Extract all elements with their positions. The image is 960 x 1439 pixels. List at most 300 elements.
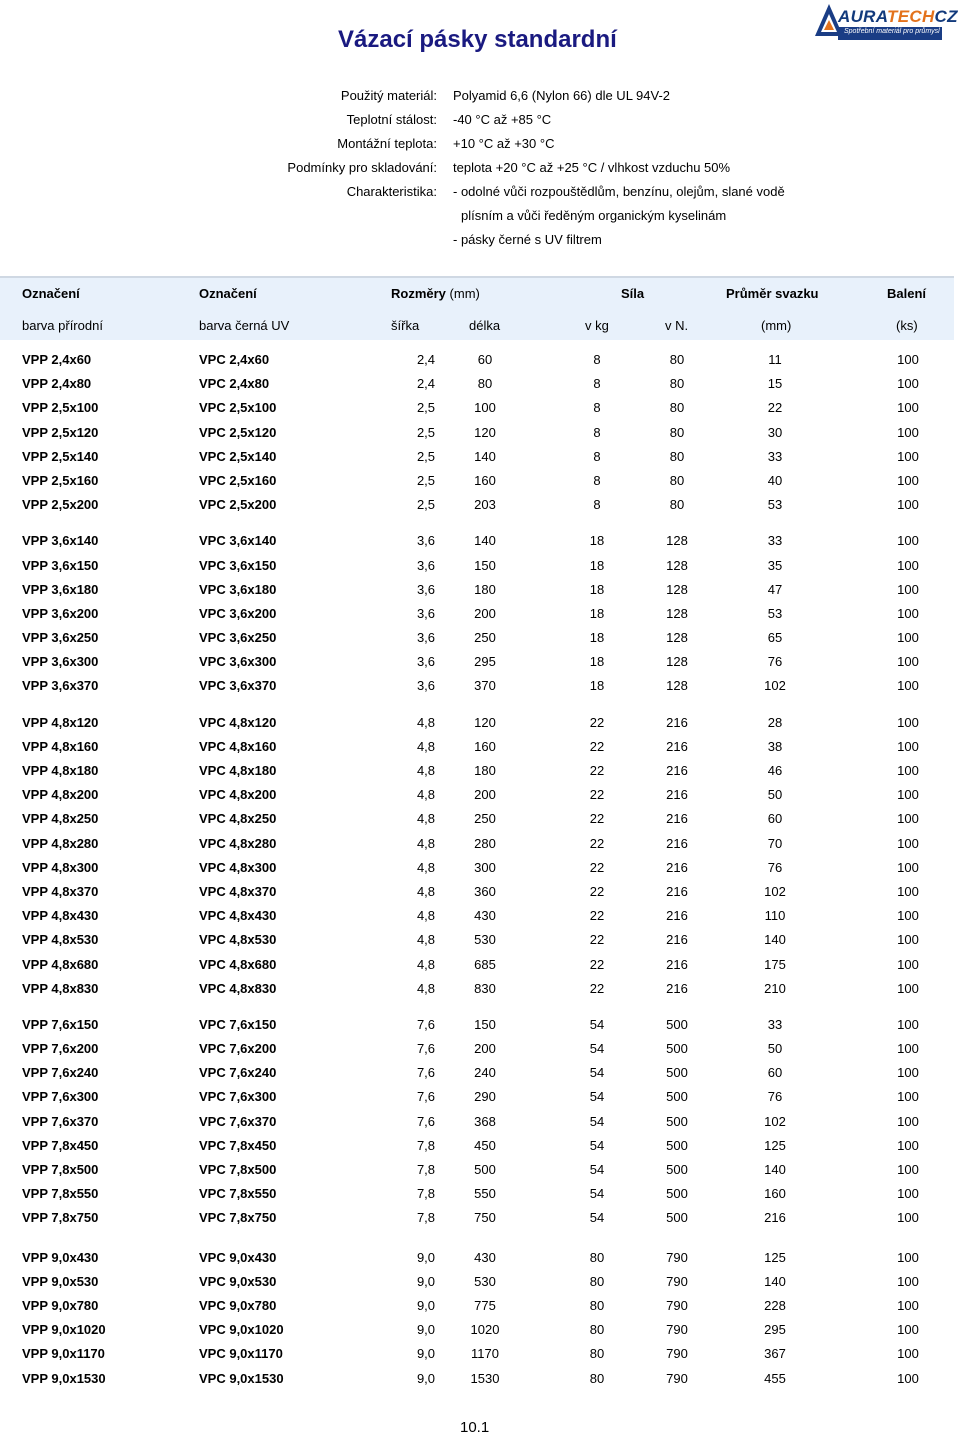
force-kg-cell: 22 <box>589 763 605 778</box>
bundle-diameter-cell: 50 <box>767 787 783 803</box>
packaging-cell: 100 <box>897 424 919 440</box>
force-n-cell: 500 <box>666 1162 688 1177</box>
header-color-black: barva černá UV <box>199 318 290 333</box>
force-kg-cell: 22 <box>589 932 605 948</box>
table-row <box>0 376 960 400</box>
designation-black-cell: VPC 4,8x200 <box>199 787 277 803</box>
designation-black-cell: VPC 9,0x1530 <box>199 1370 284 1386</box>
width-cell: 7,8 <box>416 1162 436 1177</box>
designation-black-cell: VPC 3,6x250 <box>199 630 277 646</box>
designation-black-cell: VPC 4,8x120 <box>199 714 277 730</box>
force-n-cell: 80 <box>669 376 685 392</box>
designation-natural-cell: VPP 4,8x280 <box>22 835 99 851</box>
force-n-cell: 790 <box>666 1297 688 1313</box>
force-kg-cell: 80 <box>589 1273 605 1289</box>
designation-natural-cell: VPP 3,6x300 <box>22 654 99 670</box>
designation-black-cell: VPC 2,5x160 <box>199 472 277 488</box>
bundle-diameter-cell: 53 <box>767 497 783 513</box>
force-kg-cell: 18 <box>589 654 605 670</box>
length-cell: 160 <box>474 472 496 488</box>
packaging-cell: 100 <box>897 787 919 803</box>
bundle-diameter-cell: 175 <box>764 956 786 972</box>
force-kg-cell: 54 <box>589 1041 605 1057</box>
designation-natural-cell: VPP 7,6x200 <box>22 1041 99 1057</box>
header-designation-natural: Označení <box>22 286 80 301</box>
length-cell: 160 <box>474 738 496 754</box>
force-kg-cell: 8 <box>593 352 601 367</box>
force-n-cell: 80 <box>669 497 685 513</box>
designation-black-cell: VPC 7,8x500 <box>199 1162 277 1177</box>
bundle-diameter-cell: 140 <box>764 1273 786 1289</box>
designation-natural-cell: VPP 4,8x430 <box>22 908 99 924</box>
header-dimensions-unit: (mm) <box>449 286 480 301</box>
force-n-cell: 790 <box>666 1346 688 1362</box>
designation-natural-cell: VPP 7,8x550 <box>22 1186 99 1202</box>
width-cell: 9,0 <box>416 1346 436 1362</box>
width-cell: 2,5 <box>416 400 436 416</box>
width-cell: 9,0 <box>416 1297 436 1313</box>
header-dimensions <box>391 286 480 301</box>
table-row <box>0 1298 960 1322</box>
packaging-cell: 100 <box>897 1041 919 1057</box>
table-row <box>0 836 960 860</box>
designation-black-cell: VPC 4,8x300 <box>199 859 277 875</box>
force-kg-cell: 8 <box>593 400 601 416</box>
packaging-cell: 100 <box>897 1065 919 1081</box>
table-row <box>0 1017 960 1041</box>
designation-natural-cell: VPP 4,8x530 <box>22 932 99 948</box>
packaging-cell: 100 <box>897 654 919 670</box>
force-n-cell: 216 <box>666 714 688 730</box>
table-row <box>0 449 960 473</box>
table-row <box>0 981 960 1005</box>
table-header <box>0 276 954 340</box>
force-kg-cell: 54 <box>589 1113 605 1129</box>
packaging-cell: 100 <box>897 859 919 875</box>
property-row <box>0 136 960 160</box>
width-cell: 7,6 <box>416 1065 436 1081</box>
designation-natural-cell: VPP 7,8x450 <box>22 1137 99 1153</box>
header-bundle-unit: (mm) <box>761 318 792 333</box>
bundle-diameter-cell: 367 <box>764 1346 786 1362</box>
packaging-cell: 100 <box>897 557 919 573</box>
header-bundle-diameter: Průměr svazku <box>726 286 819 301</box>
length-cell: 685 <box>474 956 496 972</box>
property-value: - pásky černé s UV filtrem <box>453 232 602 247</box>
designation-black-cell: VPC 4,8x430 <box>199 908 277 924</box>
width-cell: 9,0 <box>416 1322 436 1338</box>
designation-black-cell: VPC 2,5x200 <box>199 497 277 513</box>
designation-black-cell: VPC 3,6x150 <box>199 557 277 573</box>
designation-natural-cell: VPP 7,6x300 <box>22 1089 99 1105</box>
designation-natural-cell: VPP 2,4x60 <box>22 352 92 367</box>
packaging-cell: 100 <box>897 1370 919 1386</box>
designation-natural-cell: VPP 3,6x180 <box>22 581 99 597</box>
packaging-cell: 100 <box>897 1137 919 1153</box>
table-row <box>0 1162 960 1186</box>
length-cell: 250 <box>474 630 496 646</box>
property-value: Polyamid 6,6 (Nylon 66) dle UL 94V-2 <box>453 88 671 103</box>
force-kg-cell: 22 <box>589 738 605 754</box>
width-cell: 7,8 <box>416 1210 436 1226</box>
table-row <box>0 1138 960 1162</box>
packaging-cell: 100 <box>897 1346 919 1362</box>
width-cell: 2,5 <box>416 424 436 440</box>
table-row <box>0 763 960 787</box>
force-kg-cell: 8 <box>593 424 601 440</box>
length-cell: 200 <box>474 605 496 621</box>
designation-natural-cell: VPP 2,5x120 <box>22 424 99 440</box>
length-cell: 290 <box>474 1089 496 1105</box>
length-cell: 530 <box>474 932 496 948</box>
designation-black-cell: VPC 4,8x280 <box>199 835 277 851</box>
header-pack-unit: (ks) <box>896 318 918 333</box>
force-kg-cell: 54 <box>589 1186 605 1202</box>
force-kg-cell: 22 <box>589 714 605 730</box>
designation-black-cell: VPC 7,6x240 <box>199 1065 277 1081</box>
designation-natural-cell: VPP 3,6x370 <box>22 678 99 694</box>
designation-black-cell: VPC 7,8x750 <box>199 1210 277 1226</box>
header-force: Síla <box>621 286 645 301</box>
header-force-n: v N. <box>665 318 689 333</box>
table-row <box>0 715 960 739</box>
length-cell: 295 <box>474 654 496 670</box>
width-cell: 7,6 <box>416 1041 436 1057</box>
length-cell: 80 <box>477 376 493 392</box>
force-n-cell: 216 <box>666 811 688 827</box>
designation-black-cell: VPC 7,8x450 <box>199 1137 277 1153</box>
width-cell: 2,4 <box>416 376 436 392</box>
bundle-diameter-cell: 125 <box>764 1137 786 1153</box>
table-row <box>0 400 960 424</box>
force-kg-cell: 54 <box>589 1065 605 1081</box>
designation-black-cell: VPC 9,0x1170 <box>199 1346 283 1362</box>
force-kg-cell: 18 <box>589 581 605 597</box>
packaging-cell: 100 <box>897 352 919 367</box>
table-row <box>0 1114 960 1138</box>
width-cell: 7,6 <box>416 1113 436 1129</box>
packaging-cell: 100 <box>897 908 919 924</box>
bundle-diameter-cell: 160 <box>764 1186 786 1202</box>
bundle-diameter-cell: 50 <box>767 1041 783 1057</box>
length-cell: 250 <box>474 811 496 827</box>
force-n-cell: 216 <box>666 908 688 924</box>
packaging-cell: 100 <box>897 1089 919 1105</box>
property-value: plísním a vůči ředěným organickým kyselinám <box>461 208 727 223</box>
table-row <box>0 908 960 932</box>
bundle-diameter-cell: 47 <box>767 581 783 597</box>
packaging-cell: 100 <box>897 448 919 464</box>
packaging-cell: 100 <box>897 533 919 549</box>
bundle-diameter-cell: 76 <box>767 1089 783 1105</box>
property-row <box>0 232 960 256</box>
force-n-cell: 128 <box>666 581 688 597</box>
width-cell: 4,8 <box>416 956 436 972</box>
packaging-cell: 100 <box>897 497 919 513</box>
width-cell: 4,8 <box>416 811 436 827</box>
force-n-cell: 500 <box>666 1210 688 1226</box>
designation-black-cell: VPC 3,6x370 <box>199 678 277 694</box>
header-packaging: Balení <box>887 286 927 301</box>
table-row <box>0 884 960 908</box>
force-kg-cell: 8 <box>593 448 601 464</box>
designation-natural-cell: VPP 4,8x300 <box>22 859 99 875</box>
table-row <box>0 1210 960 1234</box>
force-n-cell: 128 <box>666 630 688 646</box>
page-title: Vázací pásky standardní <box>338 26 617 53</box>
force-n-cell: 500 <box>666 1113 688 1129</box>
length-cell: 300 <box>474 859 496 875</box>
designation-black-cell: VPC 3,6x180 <box>199 581 277 597</box>
table-row <box>0 1250 960 1274</box>
force-kg-cell: 54 <box>589 1162 605 1177</box>
designation-black-cell: VPC 9,0x530 <box>199 1273 277 1289</box>
bundle-diameter-cell: 28 <box>767 714 783 730</box>
designation-natural-cell: VPP 3,6x200 <box>22 605 99 621</box>
width-cell: 4,8 <box>416 763 436 778</box>
designation-black-cell: VPC 7,6x370 <box>199 1113 277 1129</box>
property-value: +10 °C až +30 °C <box>453 136 555 151</box>
length-cell: 280 <box>474 835 496 851</box>
table-row <box>0 932 960 956</box>
width-cell: 3,6 <box>416 678 436 694</box>
bundle-diameter-cell: 102 <box>764 678 786 694</box>
designation-natural-cell: VPP 9,0x530 <box>22 1273 99 1289</box>
designation-natural-cell: VPP 4,8x200 <box>22 787 99 803</box>
bundle-diameter-cell: 102 <box>764 883 786 899</box>
force-kg-cell: 22 <box>589 787 605 803</box>
bundle-diameter-cell: 30 <box>767 424 783 440</box>
force-n-cell: 216 <box>666 763 688 778</box>
table-row <box>0 352 960 376</box>
designation-natural-cell: VPP 9,0x430 <box>22 1249 99 1265</box>
designation-natural-cell: VPP 4,8x250 <box>22 811 99 827</box>
designation-natural-cell: VPP 2,5x100 <box>22 400 99 416</box>
width-cell: 2,5 <box>416 497 436 513</box>
force-kg-cell: 80 <box>589 1322 605 1338</box>
force-n-cell: 216 <box>666 835 688 851</box>
width-cell: 3,6 <box>416 630 436 646</box>
width-cell: 7,8 <box>416 1186 436 1202</box>
designation-black-cell: VPC 4,8x530 <box>199 932 277 948</box>
length-cell: 140 <box>474 448 496 464</box>
force-n-cell: 80 <box>669 352 685 367</box>
force-kg-cell: 22 <box>589 908 605 924</box>
force-kg-cell: 22 <box>589 859 605 875</box>
force-kg-cell: 54 <box>589 1016 605 1032</box>
table-row <box>0 1346 960 1370</box>
force-n-cell: 80 <box>669 448 685 464</box>
packaging-cell: 100 <box>897 581 919 597</box>
length-cell: 1530 <box>470 1370 500 1386</box>
length-cell: 1020 <box>470 1322 500 1338</box>
length-cell: 500 <box>474 1162 496 1177</box>
force-n-cell: 500 <box>666 1186 688 1202</box>
force-kg-cell: 54 <box>589 1210 605 1226</box>
force-kg-cell: 80 <box>589 1297 605 1313</box>
header-color-natural: barva přírodní <box>22 318 103 333</box>
force-n-cell: 216 <box>666 932 688 948</box>
bundle-diameter-cell: 76 <box>767 654 783 670</box>
length-cell: 368 <box>474 1113 496 1129</box>
property-value: teplota +20 °C až +25 °C / vlhkost vzduchu 50% <box>453 160 731 175</box>
width-cell: 9,0 <box>416 1273 436 1289</box>
packaging-cell: 100 <box>897 714 919 730</box>
length-cell: 140 <box>474 533 496 549</box>
property-label: Charakteristika: <box>346 184 437 199</box>
force-kg-cell: 22 <box>589 956 605 972</box>
designation-black-cell: VPC 7,6x150 <box>199 1016 277 1032</box>
width-cell: 2,5 <box>416 448 436 464</box>
bundle-diameter-cell: 65 <box>767 630 783 646</box>
table-row <box>0 533 960 557</box>
logo-tagline: Spotřební materiál pro průmysl <box>844 28 940 35</box>
force-n-cell: 128 <box>666 605 688 621</box>
property-label: Podmínky pro skladování: <box>287 160 437 175</box>
length-cell: 430 <box>474 1249 496 1265</box>
force-kg-cell: 8 <box>593 497 601 513</box>
table-row <box>0 1274 960 1298</box>
bundle-diameter-cell: 38 <box>767 738 783 754</box>
designation-black-cell: VPC 7,6x200 <box>199 1041 277 1057</box>
packaging-cell: 100 <box>897 763 919 778</box>
bundle-diameter-cell: 216 <box>764 1210 786 1226</box>
designation-black-cell: VPC 4,8x680 <box>199 956 277 972</box>
force-kg-cell: 80 <box>589 1346 605 1362</box>
force-n-cell: 216 <box>666 980 688 996</box>
length-cell: 775 <box>474 1297 496 1313</box>
length-cell: 240 <box>474 1065 496 1081</box>
packaging-cell: 100 <box>897 1322 919 1338</box>
table-row <box>0 630 960 654</box>
bundle-diameter-cell: 125 <box>764 1249 786 1265</box>
table-row <box>0 606 960 630</box>
designation-black-cell: VPC 2,4x60 <box>199 352 270 367</box>
header-dimensions-label: Rozměry <box>391 286 446 301</box>
bundle-diameter-cell: 110 <box>764 908 786 924</box>
packaging-cell: 100 <box>897 980 919 996</box>
designation-black-cell: VPC 3,6x140 <box>199 533 277 549</box>
width-cell: 4,8 <box>416 714 436 730</box>
designation-black-cell: VPC 4,8x250 <box>199 811 277 827</box>
packaging-cell: 100 <box>897 1210 919 1226</box>
designation-natural-cell: VPP 2,5x140 <box>22 448 99 464</box>
packaging-cell: 100 <box>897 400 919 416</box>
force-n-cell: 80 <box>669 472 685 488</box>
property-value: -40 °C až +85 °C <box>453 112 552 127</box>
bundle-diameter-cell: 210 <box>764 980 786 996</box>
packaging-cell: 100 <box>897 1186 919 1202</box>
designation-natural-cell: VPP 7,8x750 <box>22 1210 99 1226</box>
force-n-cell: 216 <box>666 956 688 972</box>
designation-black-cell: VPC 4,8x160 <box>199 738 277 754</box>
force-n-cell: 500 <box>666 1065 688 1081</box>
width-cell: 4,8 <box>416 908 436 924</box>
table-row <box>0 654 960 678</box>
packaging-cell: 100 <box>897 1273 919 1289</box>
table-row <box>0 425 960 449</box>
width-cell: 4,8 <box>416 787 436 803</box>
designation-black-cell: VPC 9,0x780 <box>199 1297 277 1313</box>
force-kg-cell: 22 <box>589 835 605 851</box>
designation-natural-cell: VPP 4,8x180 <box>22 763 99 778</box>
table-row <box>0 811 960 835</box>
table-row <box>0 582 960 606</box>
designation-natural-cell: VPP 7,6x240 <box>22 1065 99 1081</box>
force-kg-cell: 22 <box>589 980 605 996</box>
force-kg-cell: 54 <box>589 1137 605 1153</box>
logo-wordmark: AURATECHCZ <box>838 7 958 26</box>
force-n-cell: 500 <box>666 1016 688 1032</box>
page-number: 10.1 <box>460 1419 490 1436</box>
table-row <box>0 497 960 521</box>
length-cell: 180 <box>474 763 496 778</box>
width-cell: 3,6 <box>416 581 436 597</box>
packaging-cell: 100 <box>897 1249 919 1265</box>
force-n-cell: 128 <box>666 533 688 549</box>
packaging-cell: 100 <box>897 835 919 851</box>
property-label: Teplotní stálost: <box>346 112 437 127</box>
length-cell: 150 <box>474 557 496 573</box>
designation-black-cell: VPC 4,8x180 <box>199 763 277 778</box>
width-cell: 9,0 <box>416 1249 436 1265</box>
designation-black-cell: VPC 7,6x300 <box>199 1089 277 1105</box>
length-cell: 150 <box>474 1016 496 1032</box>
width-cell: 4,8 <box>416 859 436 875</box>
designation-natural-cell: VPP 9,0x1530 <box>22 1370 106 1386</box>
properties-block <box>0 88 960 256</box>
packaging-cell: 100 <box>897 1297 919 1313</box>
designation-natural-cell: VPP 7,6x370 <box>22 1113 99 1129</box>
width-cell: 4,8 <box>416 883 436 899</box>
packaging-cell: 100 <box>897 1016 919 1032</box>
width-cell: 3,6 <box>416 533 436 549</box>
designation-black-cell: VPC 4,8x830 <box>199 980 277 996</box>
designation-natural-cell: VPP 9,0x1170 <box>22 1346 105 1362</box>
table-group <box>0 1250 960 1395</box>
designation-natural-cell: VPP 4,8x120 <box>22 714 99 730</box>
designation-natural-cell: VPP 3,6x250 <box>22 630 99 646</box>
bundle-diameter-cell: 22 <box>767 400 783 416</box>
packaging-cell: 100 <box>897 956 919 972</box>
force-kg-cell: 18 <box>589 678 605 694</box>
force-n-cell: 80 <box>669 424 685 440</box>
bundle-diameter-cell: 40 <box>767 472 783 488</box>
table-row <box>0 957 960 981</box>
length-cell: 120 <box>474 714 496 730</box>
designation-natural-cell: VPP 4,8x680 <box>22 956 99 972</box>
designation-black-cell: VPC 2,4x80 <box>199 376 270 392</box>
force-n-cell: 790 <box>666 1322 688 1338</box>
force-n-cell: 128 <box>666 557 688 573</box>
packaging-cell: 100 <box>897 605 919 621</box>
bundle-diameter-cell: 60 <box>767 1065 783 1081</box>
force-n-cell: 500 <box>666 1089 688 1105</box>
force-kg-cell: 80 <box>589 1370 605 1386</box>
length-cell: 120 <box>474 424 496 440</box>
length-cell: 430 <box>474 908 496 924</box>
header-designation-black: Označení <box>199 286 257 301</box>
width-cell: 4,8 <box>416 738 436 754</box>
bundle-diameter-cell: 53 <box>767 605 783 621</box>
designation-black-cell: VPC 9,0x430 <box>199 1249 277 1265</box>
designation-natural-cell: VPP 2,4x80 <box>22 376 92 392</box>
bundle-diameter-cell: 15 <box>767 376 783 392</box>
packaging-cell: 100 <box>897 738 919 754</box>
width-cell: 9,0 <box>416 1370 436 1386</box>
width-cell: 4,8 <box>416 932 436 948</box>
bundle-diameter-cell: 33 <box>767 448 783 464</box>
